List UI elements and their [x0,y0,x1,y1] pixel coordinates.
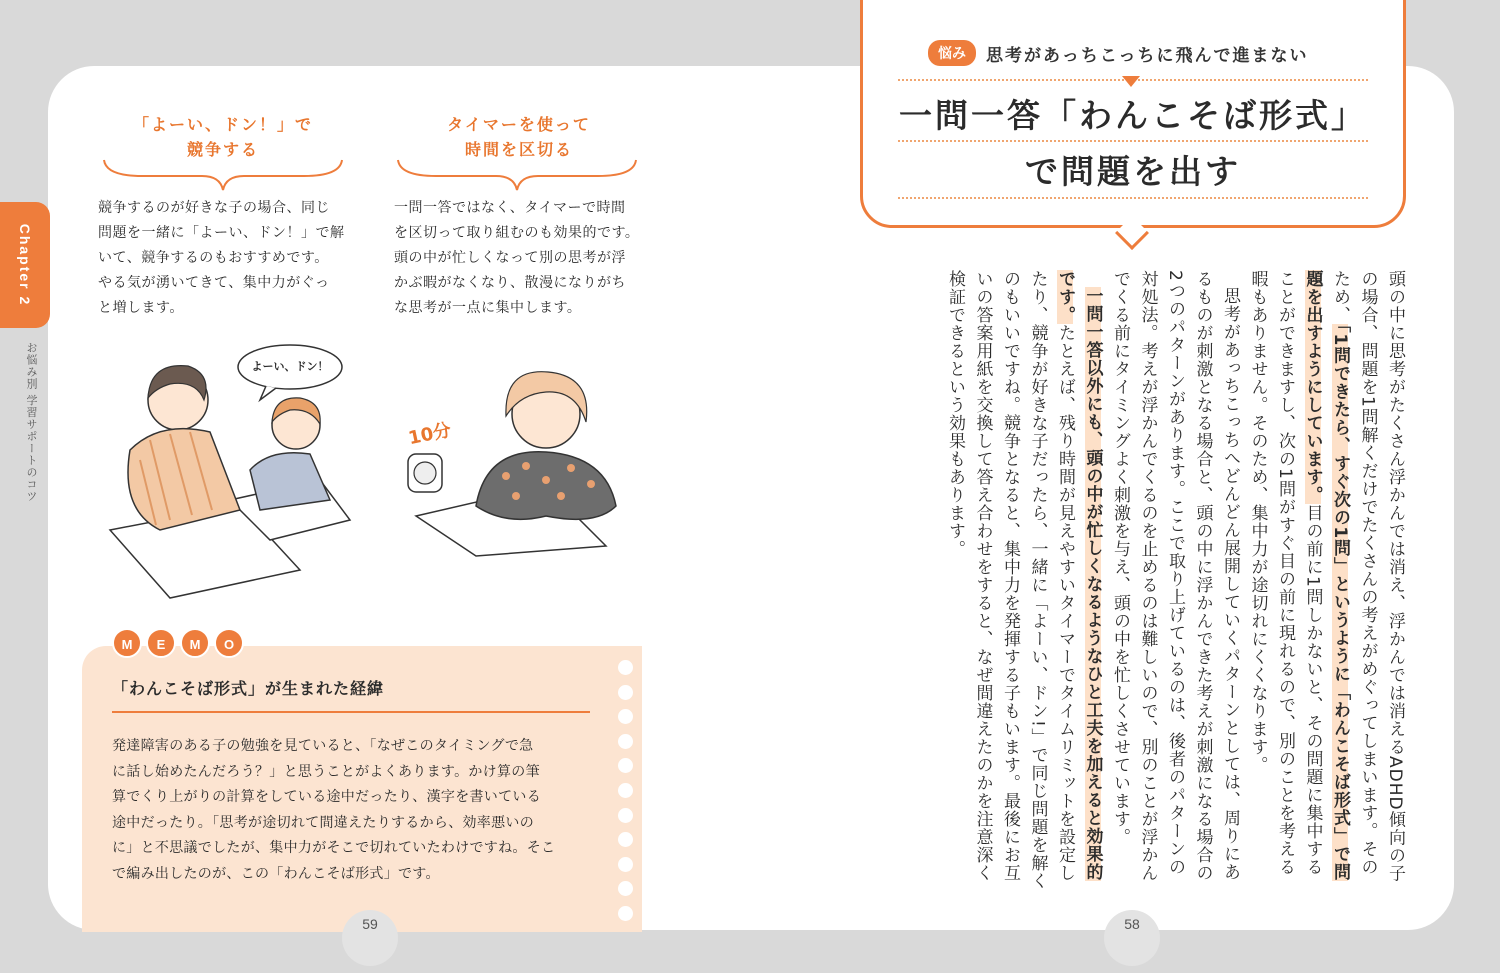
para3-emphasis: 一問一答以外にも、頭の中が忙しくなるようなひと工夫を加えると効果的です。 [1055,270,1103,881]
para1-text-cont: 目の前に1問しかないと、その問題に集中することができますし、次の1問がすぐ目の前に現れるので、別のことを考える暇もありません。そのため、集中力が途切れにくくなります。 [1247,270,1323,876]
illustration-timer [396,356,636,556]
headline-line1: 一問一答「わんこそば形式」 [899,96,1367,135]
memo-line: に話し始めたんだろう？」と思うことがよくあります。かけ算の筆 [112,763,540,780]
paragraph-3 [941,270,1106,890]
tip-race-line: 競争するのが好きな子の場合、同じ [98,200,330,216]
concern-row [928,40,1309,66]
tip-race-title-line1: 「よーい、ドン！」で [132,115,313,134]
headline-line2: で問題を出す [1025,152,1241,191]
nayami-badge: 悩み [928,40,976,66]
timer-label: 10分 [406,419,454,450]
tip-timer-line: を区切って取り組むのも効果的です。 [394,225,640,241]
side-label: お悩み別 学習サポートのコツ [25,342,38,503]
tip-race [98,112,348,321]
memo-line: 算でくり上がりの計算をしている途中だったり、漢字を書いている [112,789,541,805]
chapter-tab-label: Chapter 2 [17,223,33,307]
tip-race-body [98,196,348,321]
speech-bubble-text: よーい、ドン！ [251,360,329,373]
page-number-left: 59 [342,910,398,966]
tip-timer [394,112,644,321]
tip-timer-body [394,196,644,321]
brace-decoration [396,158,638,192]
dotted-divider [898,197,1368,199]
memo-badge: E [146,628,176,658]
memo-badge: M [180,628,210,658]
para1-emphasis: 「1問できたら、すぐ次の1問」というように「わんこそば形式」で問題を出すようにしています。 [1302,270,1350,882]
memo-line: 途中だったり。「思考が途切れて間違えたりするから、効率悪いの [112,814,534,831]
tip-timer-line: かぶ暇がなくなり、散漫になりがち [394,275,626,291]
tip-race-line: やる気が湧いてきて、集中力がぐっ [98,275,330,291]
tip-timer-title-line2: 時間を区切る [464,140,573,159]
chapter-tab[interactable] [0,202,50,328]
memo-line: に」と不思議でしたが、集中力がそこで切れていたわけですね。そこ [112,840,556,856]
main-body-text [862,270,1408,890]
memo-line: 発達障害のある子の勉強を見ていると、「なぜこのタイミングで急 [112,738,534,754]
memo-line: で編み出したのが、この「わんこそば形式」です。 [112,865,440,882]
tip-timer-line: 頭の中が忙しくなって別の思考が浮 [394,250,626,266]
paragraph-1 [1243,270,1408,890]
dotted-divider [898,140,1368,142]
memo-title: 「わんこそば形式」が生まれた経緯 [112,676,590,713]
page-number-right: 58 [1104,910,1160,966]
tip-race-title-line2: 競争する [186,140,259,159]
brace-decoration [102,158,344,192]
memo-body [112,734,594,887]
tip-race-line: 問題を一緒に「よーい、ドン！」で解 [98,225,345,241]
memo-punch-holes [618,660,633,931]
tip-timer-line: な思考が一点に集中します。 [394,300,582,316]
tip-timer-title-line1: タイマーを使って [447,115,591,134]
para3-text: たとえば、残り時間が見えやすいタイマーでタイムリミットを設定したり、競争が好きな子だったら、一緒に「よーい、ドン!」で同じ問題を解くのもいいですね。競争となると、集中力を発揮する子もいます。最後にお互いの答案用紙を交換して答え合わせをすると、なぜ間違えたのかを注意深く検証できるという効果もあります。 [945,270,1075,890]
tip-race-title [98,112,348,162]
down-arrow-icon [1122,76,1140,87]
memo-badges [112,628,244,658]
tip-timer-title [394,112,644,162]
memo-badge: O [214,628,244,658]
tip-race-line: と増します。 [98,300,184,316]
tip-timer-line: 一問一答ではなく、タイマーで時間 [394,200,626,216]
tip-race-line: いて、競争するのもおすすめです。 [98,250,329,266]
para1-text: 頭の中に思考がたくさん浮かんでは消え、浮かんでは消えるADHD傾向の子の場合、問題を1問解くだけでたくさんの考えがめぐってしまいます。そのため、 [1330,270,1405,883]
concern-text: 思考があっちこっちに飛んで進まない [986,45,1309,66]
memo-badge: M [112,628,142,658]
illustration-race [100,340,360,590]
paragraph-2: 思考があっちこっちへどんどん展開していくパターンとしては、周りにあるものが刺激となる場合と、頭の中に浮かんできた考えが刺激になる場合の2つのパターンがあります。ここで取り上げているのは、後者のパターンの対処法。考えが浮かんでくるのを止めるのは難しいので、別のことが浮かんでくる前にタイミングよく刺激を与え、頭の中を忙しくさせています。 [1110,270,1240,882]
